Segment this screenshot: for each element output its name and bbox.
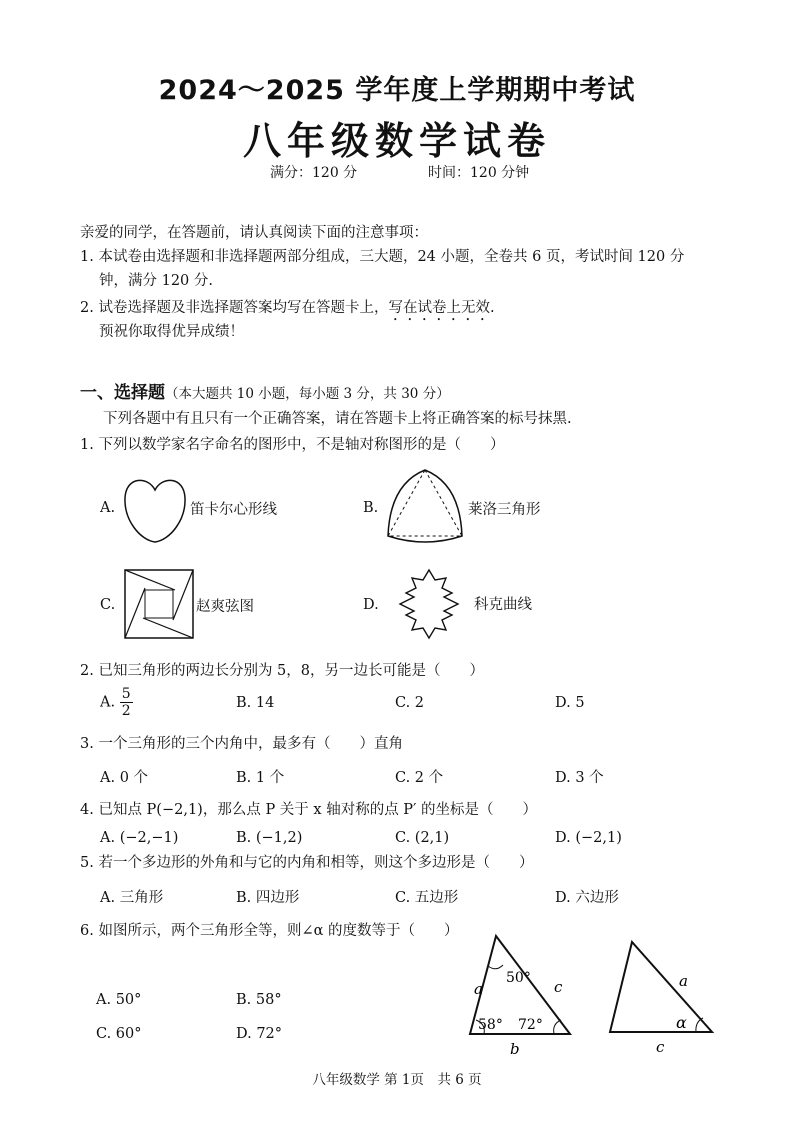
notice-item-1: 1. 本试卷由选择题和非选择题两部分组成，三大题，24 小题，全卷共 6 页，考试时间 120 分	[80, 249, 685, 265]
q2-option-c[interactable]: C. 2	[395, 695, 425, 711]
q1-option-c-letter: C.	[100, 597, 116, 613]
q6-fig1-side-c: c	[554, 978, 563, 996]
q3-option-a[interactable]: A. 0 个	[100, 770, 149, 786]
fraction-numerator: 5	[121, 686, 131, 702]
q6-fig2-alpha: α	[676, 1013, 687, 1032]
q3-option-c[interactable]: C. 2 个	[395, 770, 444, 786]
q6-option-d[interactable]: D. 72°	[236, 1026, 283, 1042]
q6-fig1-side-b: b	[510, 1040, 520, 1058]
q6-triangle-2	[600, 936, 722, 1058]
notice-wish: 预祝你取得优异成绩！	[99, 324, 244, 340]
q3-stem: 3. 一个三角形的三个内角中，最多有（ ）直角	[80, 736, 403, 752]
q6-fig2-side-c: c	[656, 1038, 665, 1056]
reuleaux-triangle-figure	[382, 466, 468, 548]
q3-option-d[interactable]: D. 3 个	[555, 770, 604, 786]
fraction	[120, 686, 133, 719]
q6-triangle-1	[462, 928, 582, 1060]
exam-title: 2024～2025 学年度上学期期中考试	[158, 75, 636, 106]
page-footer: 八年级数学 第 1页 共 6 页	[312, 1072, 482, 1088]
q6-stem: 6. 如图所示，两个三角形全等，则∠α 的度数等于（ ）	[80, 923, 459, 939]
q2-option-a-letter: A.	[100, 694, 116, 711]
q6-fig2-side-a: a	[679, 972, 688, 990]
q1-option-c-label: 赵爽弦图	[196, 599, 254, 615]
q6-fig1-side-a: a	[474, 980, 483, 998]
q4-stem: 4. 已知点 P(−2,1)，那么点 P 关于 x 轴对称的点 P′ 的坐标是（ ）	[80, 802, 537, 818]
zhao-shuang-figure	[122, 568, 196, 640]
q6-fig1-right-angle: 72°	[518, 1017, 543, 1033]
q4-option-a[interactable]: A. (−2,−1)	[100, 830, 179, 846]
q1-option-a-letter: A.	[100, 500, 116, 516]
q4-option-c[interactable]: C. (2,1)	[395, 830, 450, 846]
full-score: 满分：120 分	[270, 165, 358, 181]
koch-curve-figure	[386, 566, 472, 642]
paper-title: 八年级数学试卷	[242, 119, 551, 163]
section-instruction: 下列各题中有且只有一个正确答案，请在答题卡上将正确答案的标号抹黑.	[103, 411, 572, 427]
q5-option-a[interactable]: A. 三角形	[100, 890, 164, 906]
fraction-denominator: 2	[121, 703, 131, 719]
q2-option-a[interactable]	[100, 686, 133, 719]
q2-option-d[interactable]: D. 5	[555, 695, 585, 711]
q5-option-d[interactable]: D. 六边形	[555, 890, 619, 906]
cardioid-figure	[120, 472, 190, 548]
q1-option-b-letter: B.	[363, 500, 379, 516]
q5-stem: 5. 若一个多边形的外角和与它的内角和相等，则这个多边形是（ ）	[80, 855, 534, 871]
q1-option-d-letter: D.	[363, 597, 379, 613]
section-title: 一、选择题	[80, 383, 165, 403]
section-note: （本大题共 10 小题，每小题 3 分，共 30 分）	[165, 386, 450, 402]
q4-option-b[interactable]: B. (−1,2)	[236, 830, 303, 846]
q1-option-b-label: 莱洛三角形	[468, 502, 541, 518]
q4-option-d[interactable]: D. (−2,1)	[555, 830, 622, 846]
q6-fig1-left-angle: 58°	[478, 1017, 503, 1033]
notice-item-2-emphasis: 写在试卷上无效.	[388, 300, 495, 316]
q1-option-d-label: 科克曲线	[474, 597, 532, 613]
q1-stem: 1. 下列以数学家名字命名的图形中，不是轴对称图形的是（ ）	[80, 437, 505, 453]
q6-option-a[interactable]: A. 50°	[96, 992, 142, 1008]
q6-option-b[interactable]: B. 58°	[236, 992, 282, 1008]
q6-fig1-top-angle: 50°	[506, 970, 531, 986]
notice-item-2	[80, 297, 495, 324]
section-heading	[80, 378, 450, 403]
q5-option-c[interactable]: C. 五边形	[395, 890, 459, 906]
q6-option-c[interactable]: C. 60°	[96, 1026, 142, 1042]
q2-stem: 2. 已知三角形的两边长分别为 5，8，另一边长可能是（ ）	[80, 663, 485, 679]
q3-option-b[interactable]: B. 1 个	[236, 770, 285, 786]
q2-option-b[interactable]: B. 14	[236, 695, 275, 711]
notice-greeting: 亲爱的同学，在答题前，请认真阅读下面的注意事项：	[80, 225, 428, 241]
q5-option-b[interactable]: B. 四边形	[236, 890, 300, 906]
notice-item-2-text: 2. 试卷选择题及非选择题答案均写在答题卡上，	[80, 300, 389, 316]
exam-time: 时间：120 分钟	[428, 165, 530, 181]
q1-option-a-label: 笛卡尔心形线	[190, 502, 277, 518]
notice-item-1-cont: 钟，满分 120 分.	[99, 273, 214, 289]
